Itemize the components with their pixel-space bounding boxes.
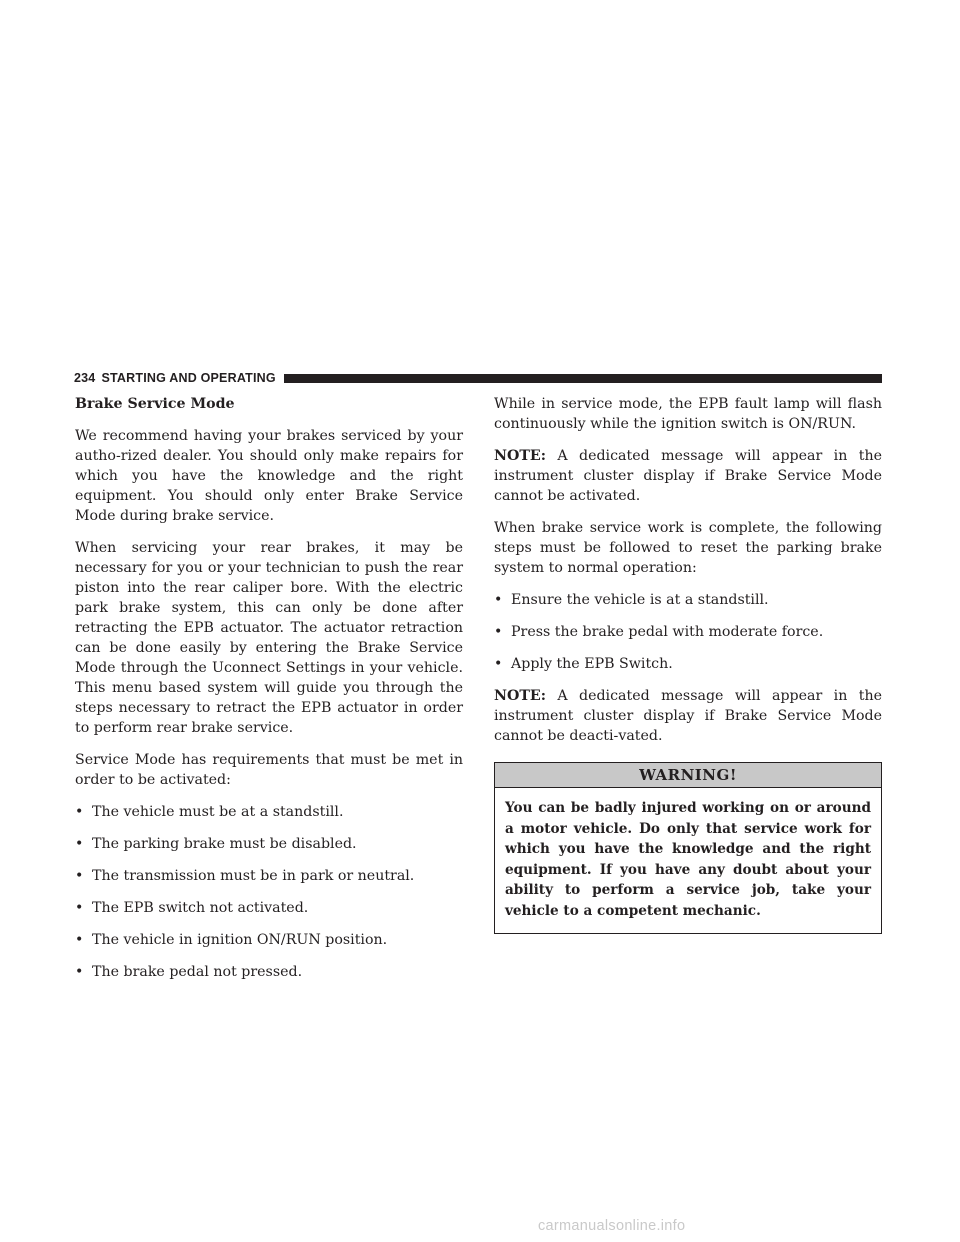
bullet-icon: •	[494, 592, 503, 608]
list-item: • The vehicle in ignition ON/RUN position.	[75, 932, 388, 948]
warning-title: WARNING!	[495, 763, 881, 788]
list-item: • The brake pedal not pressed.	[75, 964, 303, 980]
list-item: • The vehicle must be at a standstill.	[75, 804, 344, 820]
requirements-list	[75, 802, 463, 982]
bullet-icon: •	[75, 932, 84, 948]
note-text: A dedicated message will appear in the instrument cluster display if Brake Service Mode cannot be activated.	[494, 448, 882, 504]
list-item: • The parking brake must be disabled.	[75, 836, 357, 852]
watermark: carmanualsonline.info	[538, 1218, 686, 1234]
list-item: • The transmission must be in park or neutral.	[75, 868, 415, 884]
note-text: A dedicated message will appear in the instrument cluster display if Brake Service Mode cannot be deacti-vated.	[494, 688, 882, 744]
bullet-icon: •	[494, 656, 503, 672]
note-activation	[494, 446, 882, 506]
page-number: 234	[74, 371, 96, 385]
paragraph-requirements: Service Mode has requirements that must be met in order to be activated:	[75, 752, 463, 788]
left-column	[75, 394, 463, 994]
bullet-icon: •	[75, 964, 84, 980]
list-item: • Press the brake pedal with moderate force.	[494, 624, 824, 640]
bullet-icon: •	[75, 804, 84, 820]
note-label: NOTE:	[494, 688, 546, 704]
right-column	[494, 394, 882, 934]
paragraph-complete: When brake service work is complete, the following steps must be followed to reset the parking brake system to normal operation:	[494, 520, 882, 576]
bullet-icon: •	[75, 900, 84, 916]
section-heading: Brake Service Mode	[75, 396, 235, 412]
note-label: NOTE:	[494, 448, 546, 464]
section-title: STARTING AND OPERATING	[101, 371, 276, 385]
paragraph-service-mode: While in service mode, the EPB fault lamp will flash continuously while the ignition switch is ON/RUN.	[494, 396, 882, 432]
note-deactivation	[494, 686, 882, 746]
list-item: • Apply the EPB Switch.	[494, 656, 673, 672]
bullet-icon: •	[75, 868, 84, 884]
reset-steps-list	[494, 590, 882, 674]
paragraph-recommend: We recommend having your brakes serviced by your autho-rized dealer. You should only make repairs for which you have the knowledge and the right equipment. You should only enter Brake Service Mode during brake service.	[75, 428, 463, 524]
page-header	[74, 370, 882, 386]
warning-body: You can be badly injured working on or around a motor vehicle. Do only that service work for which you have the knowledge and the right equipment. If you have any doubt about your ability to perform a service job, take your vehicle to a competent mechanic.	[505, 800, 871, 919]
bullet-icon: •	[494, 624, 503, 640]
list-item: • Ensure the vehicle is at a standstill.	[494, 592, 769, 608]
list-item: • The EPB switch not activated.	[75, 900, 309, 916]
paragraph-servicing: When servicing your rear brakes, it may be necessary for you or your technician to push the rear piston into the rear caliper bore. With the electric park brake system, this can only be done after retracting the EPB actuator. The actuator retraction can be done easily by entering the Brake Service Mode through the Uconnect Settings in your vehicle. This menu based system will guide you through the steps necessary to retract the EPB actuator in order to perform rear brake service.	[75, 540, 463, 736]
header-rule	[284, 374, 882, 383]
warning-box	[494, 762, 882, 934]
bullet-icon: •	[75, 836, 84, 852]
